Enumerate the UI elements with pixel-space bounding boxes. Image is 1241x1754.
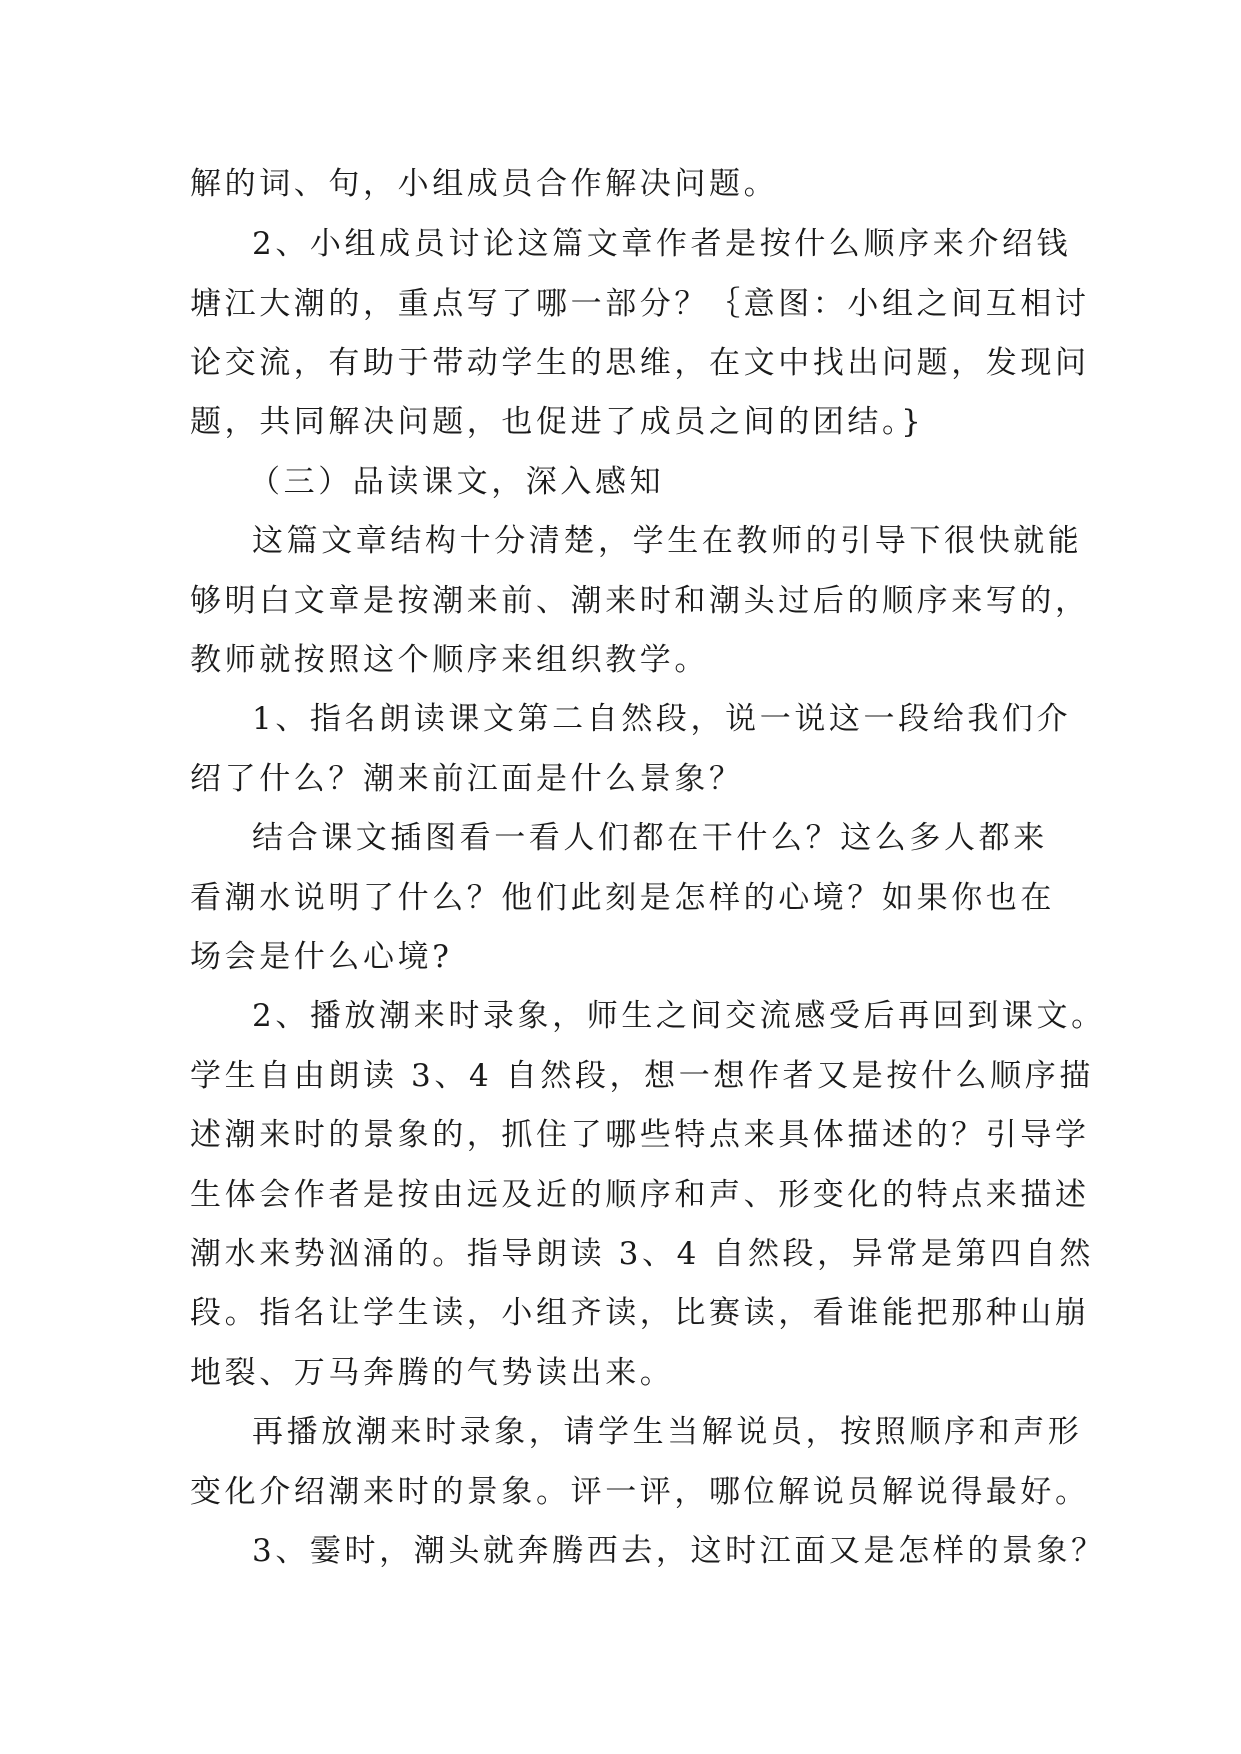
text-line: 教师就按照这个顺序来组织教学。 xyxy=(190,642,709,678)
text-line: 够明白文章是按潮来前、潮来时和潮头过后的顺序来写的， xyxy=(190,583,1090,619)
text-line: 潮水来势汹涌的。指导朗读 3、4 自然段，异常是第四自然 xyxy=(190,1236,1094,1272)
section-heading: （三）品读课文，深入感知 xyxy=(249,464,665,500)
text-line: 1、指名朗读课文第二自然段，说一说这一段给我们介 xyxy=(252,701,1072,737)
text-line: 学生自由朗读 3、4 自然段，想一想作者又是按什么顺序描 xyxy=(190,1058,1094,1094)
text-line: 再播放潮来时录象，请学生当解说员，按照顺序和声形 xyxy=(252,1414,1083,1450)
text-line: 变化介绍潮来时的景象。评一评，哪位解说员解说得最好。 xyxy=(190,1474,1090,1510)
text-line: 3、霎时，潮头就奔腾西去，这时江面又是怎样的景象？ xyxy=(252,1533,1106,1569)
text-line: 地裂、万马奔腾的气势读出来。 xyxy=(190,1355,675,1391)
text-line: 2、播放潮来时录象，师生之间交流感受后再回到课文。 xyxy=(252,998,1106,1034)
text-line: 生体会作者是按由远及近的顺序和声、形变化的特点来描述 xyxy=(190,1177,1090,1213)
text-line: 场会是什么心境? xyxy=(190,939,453,975)
text-line: 绍了什么？潮来前江面是什么景象？ xyxy=(190,761,744,797)
text-line: 这篇文章结构十分清楚，学生在教师的引导下很快就能 xyxy=(252,523,1083,559)
text-line: 述潮来时的景象的，抓住了哪些特点来具体描述的？引导学 xyxy=(190,1117,1090,1153)
text-line: 看潮水说明了什么？他们此刻是怎样的心境？如果你也在 xyxy=(190,880,1055,916)
text-line: 结合课文插图看一看人们都在干什么？这么多人都来 xyxy=(252,820,1048,856)
text-line: 塘江大潮的，重点写了哪一部分？｛意图：小组之间互相讨 xyxy=(190,286,1090,322)
text-line: 解的词、句，小组成员合作解决问题。 xyxy=(190,166,779,202)
text-line: 段。指名让学生读，小组齐读，比赛读，看谁能把那种山崩 xyxy=(190,1295,1090,1331)
text-line: 2、小组成员讨论这篇文章作者是按什么顺序来介绍钱 xyxy=(252,226,1072,262)
text-line: 题，共同解决问题，也促进了成员之间的团结。} xyxy=(190,404,925,440)
text-line: 论交流，有助于带动学生的思维，在文中找出问题，发现问 xyxy=(190,345,1090,381)
